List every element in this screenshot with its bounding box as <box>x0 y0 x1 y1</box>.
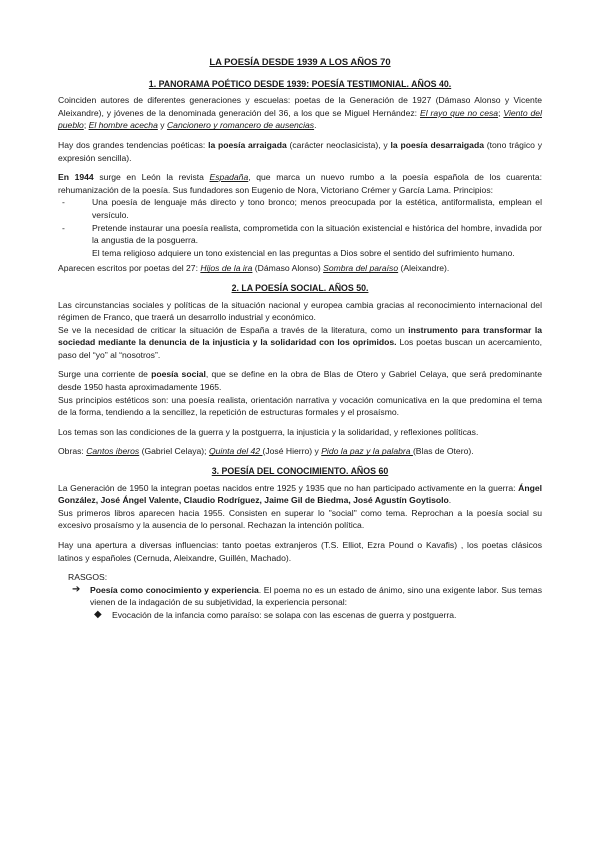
section-2-works <box>58 445 542 458</box>
section-1-paragraph-4 <box>58 262 542 275</box>
section-1-heading: 1. PANORAMA POÉTICO DESDE 1939: POESÍA TESTIMONIAL. AÑOS 40. <box>148 78 452 89</box>
text: (Dámaso Alonso) <box>252 263 324 274</box>
text: (carácter neoclasicista), y <box>286 139 391 150</box>
work-title: El rayo que no cesa <box>419 107 499 118</box>
text: y <box>157 120 167 131</box>
text: Hay dos grandes tendencias poéticas: <box>58 139 209 150</box>
text: Surge una corriente de <box>58 369 152 380</box>
text: surge en León la revista <box>93 172 210 183</box>
text: Los poetas buscan un acercamiento, paso del “yo” al “nosotros”. <box>58 337 542 360</box>
text: (Aleixandre). <box>398 263 450 274</box>
text: (Gabriel Celaya); <box>139 446 209 457</box>
work-title: Pido la paz y la palabra <box>321 446 413 457</box>
text: (tono trágico y expresión sencilla). <box>58 139 543 163</box>
bold-text: Poesía como conocimiento y experiencia <box>90 584 259 595</box>
text: (José Hierro) y <box>262 446 322 457</box>
list-item <box>58 196 542 221</box>
section-3-paragraph-3: Hay una apertura a diversas influencias: tanto poetas extranjeros (T.S. Elliot, Ezra Pound o Kavafis) , los poetas clásicos latinos y españoles (Cernuda, Aleixandre, Guillén, Machado). <box>58 540 542 563</box>
section-2-paragraph-2 <box>58 324 542 362</box>
bold-text: la poesía arraigada <box>208 139 287 150</box>
text: . <box>314 120 317 131</box>
text: . <box>448 495 452 506</box>
section-1-paragraph-3 <box>58 171 542 196</box>
text: La Generación de 1950 la integran poetas nacidos entre 1925 y 1935 que no han participado activamente en la guerra: <box>58 482 519 493</box>
text: . El poema no es un estado de ánimo, sino una exigente labor. Sus temas vienen de la indagación de su subjetividad, la experiencia personal: <box>90 584 542 608</box>
list-item-text: Una poesía de lenguaje más directo y tono bronco; menos preocupada por la estética, antiformalista, emplean el versículo. <box>92 197 542 220</box>
list-item <box>58 222 542 247</box>
text: (Blas de Otero). <box>412 446 474 457</box>
principles-list <box>58 196 542 246</box>
text: ; <box>498 107 504 118</box>
arrow-list-item <box>68 584 542 609</box>
text: Obras: <box>58 446 87 457</box>
dash-bullet: - <box>62 197 65 208</box>
section-3-paragraph-2: Sus primeros libros aparecen hacia 1955. Consisten en superar lo "social" como tema. Reprochan a la poesía social su excesivo prosaísmo y la ausencia de lo personal. Rechazan la intención política. <box>58 507 542 531</box>
work-title: Espadaña <box>209 172 249 183</box>
list-continuation: El tema religioso adquiere un tono existencial en las preguntas a Dios sobre el sentido del sufrimiento humano. <box>92 247 515 258</box>
section-3-heading: 3. POESÍA DEL CONOCIMIENTO. AÑOS 60 <box>211 466 389 477</box>
rasgos-block <box>68 571 542 621</box>
document-title: LA POESÍA DESDE 1939 A LOS AÑOS 70 <box>209 56 391 67</box>
work-title: El hombre acecha <box>88 120 158 131</box>
text: ; <box>83 120 89 131</box>
document-page <box>58 56 542 622</box>
bold-text: instrumento para transformar la sociedad mediante la denuncia de la injusticia y la solidaridad con los oprimidos. <box>58 324 543 348</box>
diamond-list-item <box>68 609 542 622</box>
bold-text: Ángel González, José Ángel Valente, Claudio Rodríguez, Jaime Gil de Biedma, José Agustín Goytisolo <box>58 482 542 506</box>
section-3-paragraph-1 <box>58 482 542 507</box>
text: , que se define en la obra de Blas de Otero y Gabriel Celaya, que será predominante desde 1950 hasta aproximadamente 1965. <box>58 369 542 393</box>
text: Evocación de la infancia como paraíso: se solapa con las escenas de guerra y postguerra. <box>112 609 457 620</box>
section-2-paragraph-1: Las circunstancias sociales y políticas de la situación nacional y europea cambia gracias al reconocimiento internacional del régimen de Franco, que traerá un desarrollo industrial y económico. <box>58 299 542 323</box>
work-title: Hijos de la ira <box>200 263 253 274</box>
text: Coinciden autores de diferentes generaciones y escuelas: poetas de la Generación de 1927 (Dámaso Alonso y Vicente Aleixandre), y jóvenes de la denominada generación del 36, a los que se Miguel Hernández: <box>58 95 542 118</box>
work-title: Sombra del paraíso <box>323 263 399 274</box>
section-2-paragraph-5: Los temas son las condiciones de la guerra y la postguerra, la injusticia y la solidaridad, y reflexiones políticas. <box>58 426 479 437</box>
arrow-bullet-icon: ➔ <box>72 583 81 595</box>
section-2-heading: 2. LA POESÍA SOCIAL. AÑOS 50. <box>231 282 369 293</box>
dash-bullet: - <box>62 222 65 233</box>
text: Se ve la necesidad de criticar la situación de España a través de la literatura, como un <box>58 324 409 335</box>
section-1-paragraph-1 <box>58 94 542 132</box>
bold-text: En 1944 <box>58 172 94 183</box>
work-title: Cancionero y romancero de ausencias <box>166 120 315 131</box>
bold-text: la poesía desarraigada <box>390 139 484 150</box>
work-title: Quinta del 42 <box>208 446 263 457</box>
work-title: Cantos iberos <box>86 446 140 457</box>
bold-text: poesía social <box>151 369 206 380</box>
section-1-paragraph-2 <box>58 139 542 164</box>
diamond-bullet-icon: ◆ <box>94 608 102 620</box>
text: , que marca un nuevo rumbo a la poesía española de los cuarenta: rehumanización de la poesía. Sus fundadores son Eugenio de Nora, Victoriano Crémer y García Lama. Principios: <box>58 172 542 195</box>
section-2-paragraph-4: Sus principios estéticos son: una poesía realista, orientación narrativa y vocación comunicativa en la que predomina el tema de la forma, tendiendo a la sencillez, la repetición de estructuras formales y el prosaísmo. <box>58 394 542 418</box>
list-item-text: Pretende instaurar una poesía realista, comprometida con la situación existencial e histórica del hombre, invadida por la angustia de la posguerra. <box>92 222 542 246</box>
text: Aparecen escritos por poetas del 27: <box>58 263 201 274</box>
rasgos-label: RASGOS: <box>68 572 108 583</box>
work-title: Viento del pueblo <box>58 107 542 131</box>
section-2-paragraph-3 <box>58 368 542 393</box>
